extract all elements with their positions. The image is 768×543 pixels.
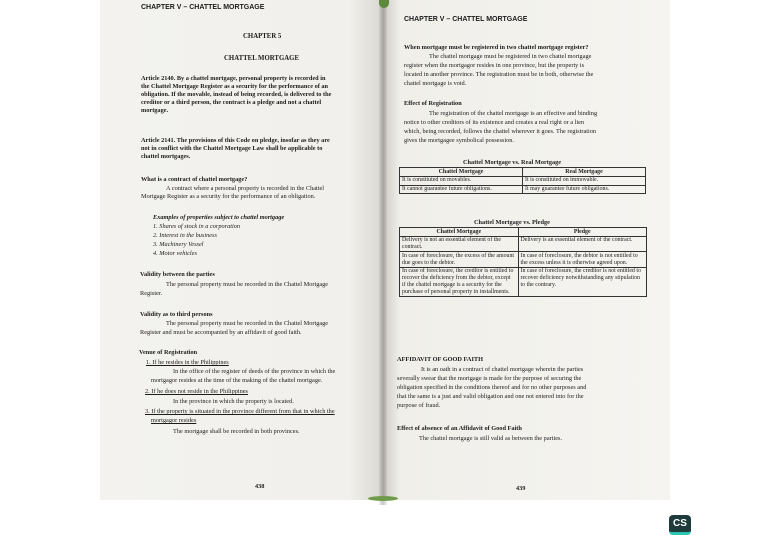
when-heading: When mortgage must be registered in two chattel mortgage register? — [404, 44, 589, 51]
venue-item-1-line: In the office of the register of deeds of the province in which the — [173, 368, 336, 375]
absence-heading: Effect of absence of an Affidavit of Good Faith — [397, 425, 522, 432]
left-running-header: CHAPTER V – CHATTEL MORTGAGE — [141, 4, 265, 11]
book-gutter — [379, 0, 387, 505]
page-number: 438 — [255, 483, 265, 490]
venue-item-2: 2. If he does not reside in the Philippines — [145, 388, 249, 395]
when-line: The chattel mortgage must be registered in two chattel mortgage — [429, 53, 592, 60]
definition-line: A contract where a personal property is recorded in the Chattel — [166, 185, 325, 192]
book-spread — [100, 0, 670, 505]
effect-line: notice to other creditors of its existence and creates a real right or a lien — [404, 119, 585, 126]
table-header-cell: Pledge — [518, 228, 646, 237]
validity-third-line: Register and must be accompanied by an affidavit of good faith. — [140, 329, 302, 336]
table-row — [400, 185, 646, 194]
absence-line: The chattel mortgage is still valid as between the parties. — [419, 435, 563, 442]
chattel-vs-real-table — [399, 167, 646, 194]
table-header-row — [400, 228, 647, 237]
art2140-line: obligation. If the movable, instead of being recorded, is delivered to the — [141, 91, 332, 98]
effect-line: gives the mortgagee symbolical possession. — [404, 137, 515, 144]
chapter-number: CHAPTER 5 — [243, 33, 282, 40]
page-number: 439 — [516, 485, 526, 492]
validity-third-line: The personal property must be recorded in the Chattel Mortgage — [166, 320, 329, 327]
definition-heading: What is a contract of chattel mortgage? — [141, 176, 248, 183]
right-running-header: CHAPTER V – CHATTEL MORTGAGE — [404, 16, 528, 23]
venue-item-3: 3. If the property is situated in the province different from that in which the — [145, 408, 335, 415]
table-cell: In case of foreclosure, the creditor is entitled to recover the deficiency from the debtor, except if the chattel mortgage is a security for the purchase of personal property in installments. — [400, 267, 519, 296]
table-row — [400, 252, 647, 268]
validity-parties-line: The personal property must be recorded in the Chattel Mortgage — [166, 281, 329, 288]
effect-line: which, being recorded, follows the chattel wherever it goes. The registration — [404, 128, 597, 135]
example-item: 4. Motor vehicles — [153, 250, 197, 257]
table-cell: It is constituted on immovable. — [523, 176, 646, 185]
venue-item-1: 1. If he resides in the Philippines — [146, 359, 229, 366]
camscanner-logo: CS — [669, 515, 691, 535]
when-line: located in another province. The registration must be in both, otherwise the — [404, 71, 594, 78]
chattel-vs-pledge-table — [399, 227, 647, 297]
right-page — [383, 0, 670, 500]
validity-parties-heading: Validity between the parties — [140, 271, 215, 278]
affidavit-line: that the same is a just and valid obligation and one not entered into for the — [397, 393, 584, 400]
art2141-line: not in conflict with the Chattel Mortgage Law shall be applicable to — [141, 145, 323, 152]
table-header-cell: Real Mortgage — [523, 168, 646, 177]
when-line: register when the mortgagor resides in one province, but the property is — [404, 62, 585, 69]
venue-heading: Venue of Registration — [139, 349, 198, 356]
venue-item-3-line: The mortgage shall be recorded in both provinces. — [173, 428, 300, 435]
venue-item-2-line: In the province in which the property is located. — [173, 398, 294, 405]
table-header-cell: Chattel Mortgage — [400, 168, 523, 177]
example-item: 3. Machinery Vessel — [153, 241, 204, 248]
table-cell: In case of foreclosure, the creditor is not entitled to recover deficiency notwithstanding any stipulation to the contrary. — [518, 267, 646, 296]
when-line: chattel mortgage is void. — [404, 80, 467, 87]
affidavit-line: severally swear that the mortgage is made for the purpose of securing the — [397, 375, 582, 382]
table2-title: Chattel Mortgage vs. Pledge — [474, 219, 550, 226]
table-cell: It cannot guarantee future obligations. — [400, 185, 523, 194]
example-item: 1. Shares of stock in a corporation — [153, 223, 241, 230]
table-row — [400, 267, 647, 296]
bookmark-ribbon-bottom — [368, 496, 398, 501]
affidavit-heading: AFFIDAVIT OF GOOD FAITH — [397, 356, 484, 363]
venue-item-1-line: mortgagor resides at the time of the making of the chattel mortgage. — [151, 377, 323, 384]
left-page — [100, 0, 383, 500]
art2141-line: chattel mortgages. — [141, 153, 191, 160]
table-cell: It is constituted on movables. — [400, 176, 523, 185]
table-row — [400, 176, 646, 185]
table-cell: It may guarantee future obligations. — [523, 185, 646, 194]
chapter-title: CHATTEL MORTGAGE — [224, 55, 299, 62]
examples-heading: Examples of properties subject to chattel mortgage — [153, 214, 285, 221]
table-cell: In case of foreclosure, the debtor is not entitled to the excess unless it is otherwise agreed upon. — [518, 252, 646, 268]
venue-item-3: mortgagor resides — [151, 417, 197, 424]
table-header-row — [400, 168, 646, 177]
table-cell: In case of foreclosure, the excess of the amount due goes to the debtor. — [400, 252, 519, 268]
effect-heading: Effect of Registration — [404, 100, 462, 107]
affidavit-line: obligation specified in the conditions thereof and for no other purposes and — [397, 384, 587, 391]
art2140-line: mortgage. — [141, 107, 169, 114]
validity-parties-line: Register. — [140, 290, 163, 297]
art2141-line: Article 2141. The provisions of this Code on pledge, insofar as they are — [141, 137, 330, 144]
definition-line: Mortgage Register as a security for the performance of an obligation. — [141, 193, 316, 200]
affidavit-line: It is an oath in a contract of chattel mortgage wherein the parties — [421, 366, 584, 373]
table1-title: Chattel Mortgage vs. Real Mortgage — [463, 159, 562, 166]
art2140-line: creditor or a third person, the contract is a pledge and not a chattel — [141, 99, 322, 106]
validity-third-heading: Validity as to third persons — [140, 311, 213, 318]
example-item: 2. Interest in the business — [153, 232, 217, 239]
table-row — [400, 236, 647, 252]
table-cell: Delivery is not an essential element of the contract. — [400, 236, 519, 252]
table-header-cell: Chattel Mortgage — [400, 228, 519, 237]
art2140-line: Article 2140. By a chattel mortgage, personal property is recorded in — [141, 75, 326, 82]
affidavit-line: purpose of fraud. — [397, 402, 441, 409]
table-cell: Delivery is an essential element of the contract. — [518, 236, 646, 252]
art2140-line: the Chattel Mortgage Register as a security for the performance of an — [141, 83, 329, 90]
effect-line: The registration of the chattel mortgage is an effective and binding — [429, 110, 598, 117]
